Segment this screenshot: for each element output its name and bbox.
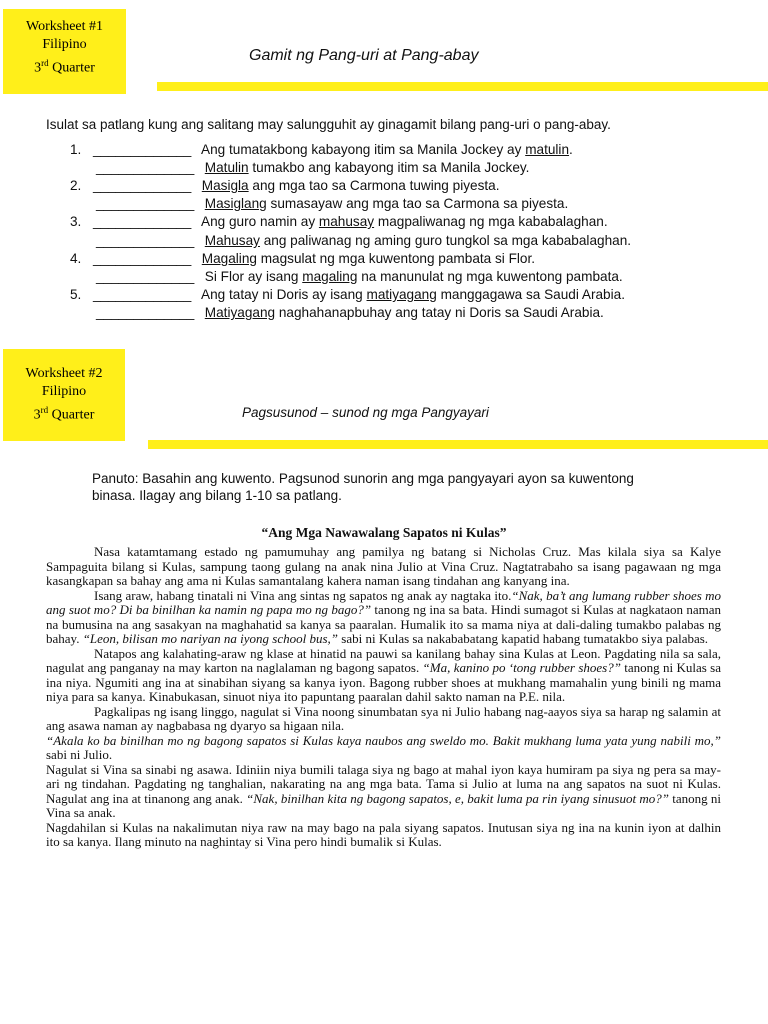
worksheet1-item-row [0, 177, 768, 195]
story-body [46, 545, 721, 850]
sentence-text: ang mga tao sa Carmona tuwing piyesta. [248, 178, 500, 193]
item-sentence [198, 141, 573, 159]
worksheet1-item-row [0, 141, 768, 159]
item-sentence [198, 250, 535, 268]
item-number: 2. [70, 178, 82, 193]
underlined-word: Matiyagang [204, 305, 276, 320]
sentence-text: ang paliwanag ng aming guro tungkol sa mga kababalaghan. [259, 233, 632, 248]
worksheet2-instruction [92, 470, 732, 504]
underlined-word: Matulin [204, 160, 249, 175]
underlined-word: matiyagang [366, 287, 437, 302]
sentence-text: . [569, 142, 573, 157]
worksheet1-instruction: Isulat sa patlang kung ang salitang may salungguhit ay ginagamit bilang pang-uri o pang-abay. [46, 117, 611, 132]
worksheet1-item-row [0, 195, 768, 213]
sentence-text: na manunulat ng mga kuwentong pambata. [357, 269, 623, 284]
worksheet1-subject: Filipino [42, 37, 87, 52]
worksheet2-title-bar [148, 440, 768, 449]
worksheet1-number: Worksheet #1 [25, 19, 104, 34]
worksheet1-title-bar [157, 82, 768, 91]
worksheet1-item-row [0, 213, 768, 231]
item-number: 3. [70, 214, 82, 229]
answer-blank[interactable]: _____________ [93, 287, 192, 302]
worksheet1-item-row [0, 268, 768, 286]
worksheet1-item-row [0, 232, 768, 250]
item-sentence [198, 286, 625, 304]
worksheet1-title: Gamit ng Pang-uri at Pang-abay [249, 47, 479, 64]
underlined-word: Masiglang [204, 196, 267, 211]
underlined-word: mahusay [318, 214, 375, 229]
worksheet1-item-row [0, 286, 768, 304]
answer-blank[interactable]: _____________ [96, 269, 195, 284]
answer-blank[interactable]: _____________ [93, 178, 192, 193]
sentence-text: Ang tatay ni Doris ay isang [198, 287, 367, 302]
item-sentence [201, 268, 623, 286]
sentence-text: magpaliwanag ng mga kababalaghan. [374, 214, 608, 229]
answer-blank[interactable]: _____________ [96, 233, 195, 248]
sentence-text: magsulat ng mga kuwentong pambata si Flor. [256, 251, 536, 266]
underlined-word: magaling [302, 269, 358, 284]
worksheet1-quarter: 3rd Quarter [34, 58, 95, 76]
sentence-text: manggagawa sa Saudi Arabia. [436, 287, 625, 302]
underlined-word: Mahusay [204, 233, 260, 248]
worksheet2-label-box [3, 349, 125, 441]
story-paragraph: Nasa katamtamang estado ng pamumuhay ang pamilya ng batang si Nicholas Cruz. Mas kilala siya sa Kalye Sampaguita bilang si Kulas, sampung taong gulang na anak nina Julio at Vina Cruz. Nagtatrabaho sa isang pagawaan ng mga kasangkapan sa bahay ang ama ni Kulas samantalang kahera naman isang tindahan ang kanyang ina. [46, 544, 721, 588]
story-paragraph: Natapos ang kalahating-araw ng klase at hinatid na pauwi sa kanilang bahay sina Kulas at Leon. Pagdating nila sa sala, nagulat ang panganay na may karton na naglalaman ng bagong sapatos. “Ma, kanino po ‘tong rubber shoes?” tanong ni Kulas sa ina niya. Ngumiti ang ina at sinabihan siyang sa kanya iyon. Bagong rubber shoes at mukhang mamahalin yung binili ng mama niya para sa kanya. Kinabukasan, sinuot niya ito papuntang paaralan dahil sakto naman na P.E. nila. [46, 645, 722, 704]
underlined-word: Masigla [201, 178, 249, 193]
underlined-word: matulin [525, 142, 570, 157]
sentence-text: Si Flor ay isang [201, 269, 303, 284]
underlined-word: Magaling [201, 251, 257, 266]
story-paragraph: Isang araw, habang tinatali ni Vina ang sintas ng sapatos ng anak ay nagtaka ito.“Nak, ba’t ang lumang rubber shoes mo ang suot mo? Di ba binilhan ka namin ng papa mo ng bago?” tanong ng ina sa bata. Hindi sumagot si Kulas at nagkataon naman na bumusina na ang sasakyan na maghahatid sa kanya sa paaralan. Humalik ito sa mama niya at dali-daling tumakbo palabas ng bahay. “Leon, bilisan mo nariyan na iyong school bus,” sabi ni Kulas sa nakababatang kapatid habang tumatakbo siya palabas. [46, 587, 721, 646]
sentence-text: naghahanapbuhay ang tatay ni Doris sa Saudi Arabia. [275, 305, 604, 320]
story-paragraph: Nagdahilan si Kulas na nakalimutan niya raw na may bago na pala siyang sapatos. Inutusan siya ng ina na kunin iyon at dalhin ito sa kanya. Ilang minuto na naghintay si Vina pero hindi bumalik si Kulas. [46, 819, 721, 849]
item-number: 1. [70, 142, 82, 157]
item-sentence [201, 232, 631, 250]
sentence-text: Ang tumatakbong kabayong itim sa Manila Jockey ay [198, 142, 526, 157]
answer-blank[interactable]: _____________ [96, 305, 195, 320]
answer-blank[interactable]: _____________ [96, 196, 195, 211]
sentence-text: tumakbo ang kabayong itim sa Manila Jockey. [248, 160, 530, 175]
worksheet1-item-row [0, 250, 768, 268]
worksheet1-item-row [0, 304, 768, 322]
story-paragraph: Nagulat si Vina sa sinabi ng asawa. Idiniin niya bumili talaga siya ng bago at mahal iyon kaya humiram pa siya ng pera sa may-ari ng tindahan. Pagdating ng tanghalian, nakarating na ang mga bata. Tama si Julio at luma na ang sapatos na suot ni Kulas. Nagulat ang ina at tinanong ang anak. “Nak, binilhan kita ng bagong sapatos, e, bakit luma pa rin iyang sinusuot mo?” tanong ni Vina sa anak. [46, 761, 721, 820]
worksheet2-instruction-line2: binasa. Ilagay ang bilang 1-10 sa patlang. [92, 488, 342, 503]
answer-blank[interactable]: _____________ [93, 251, 192, 266]
sentence-text: sumasayaw ang mga tao sa Carmona sa piyesta. [266, 196, 569, 211]
answer-blank[interactable]: _____________ [93, 142, 192, 157]
story-paragraph: Pagkalipas ng isang linggo, nagulat si Vina noong sinumbatan sya ni Julio habang nag-aayos siya sa harap ng salamin at ang asawa naman ay nagbabasa ng dyaryo sa higaan nila. [46, 703, 721, 733]
worksheet2-quarter: 3rd Quarter [33, 405, 95, 423]
item-sentence [198, 213, 608, 231]
story-title: “Ang Mga Nawawalang Sapatos ni Kulas” [261, 525, 507, 540]
answer-blank[interactable]: _____________ [93, 214, 192, 229]
story-paragraph: “Akala ko ba binilhan mo ng bagong sapatos si Kulas kaya naubos ang sweldo mo. Bakit mukhang luma yata yung nabili mo,” sabi ni Julio. [46, 732, 721, 762]
worksheet1-item-row [0, 159, 768, 177]
answer-blank[interactable]: _____________ [96, 160, 195, 175]
item-sentence [201, 304, 604, 322]
worksheet2-instruction-line1: Panuto: Basahin ang kuwento. Pagsunod sunorin ang mga pangyayari ayon sa kuwentong [92, 471, 634, 486]
worksheet2-number: Worksheet #2 [25, 366, 103, 381]
item-number: 4. [70, 251, 82, 266]
sentence-text: Ang guro namin ay [198, 214, 319, 229]
item-sentence [198, 177, 500, 195]
item-sentence [201, 159, 529, 177]
item-number: 5. [70, 287, 82, 302]
item-sentence [201, 195, 568, 213]
worksheet2-title: Pagsusunod – sunod ng mga Pangyayari [242, 405, 489, 420]
worksheet1-label-box [3, 9, 126, 94]
worksheet2-subject: Filipino [41, 384, 87, 399]
